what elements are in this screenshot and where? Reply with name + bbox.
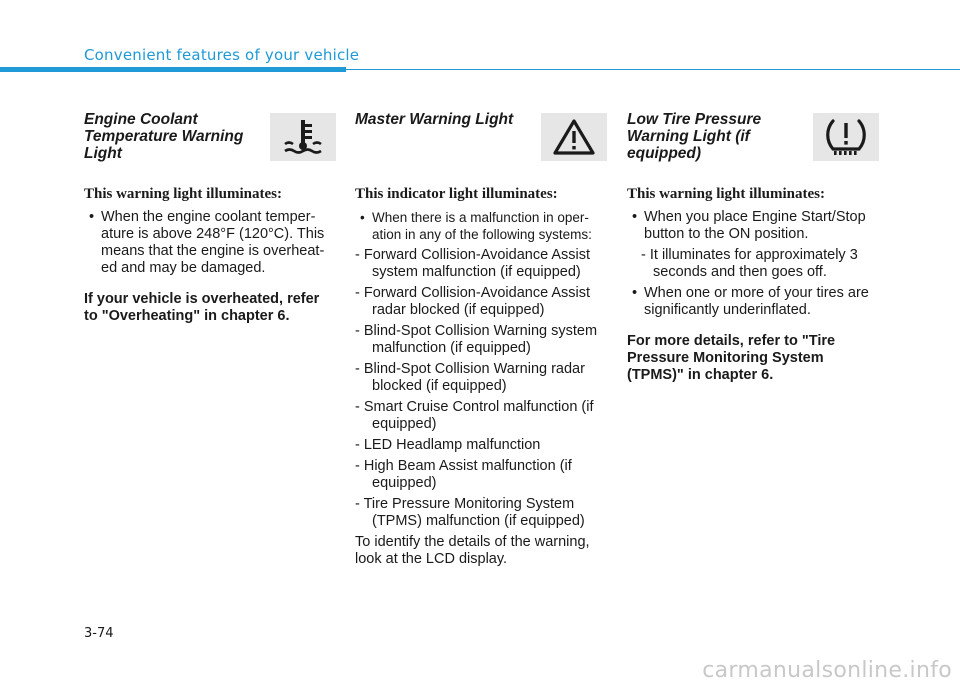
- column-header: [355, 108, 607, 168]
- bullet-item: • When the engine coolant temper-ature is above 248°F (120°C). This means that the engine is overheat-ed and may be damaged.: [84, 209, 336, 277]
- bullet-item: • When you place Engine Start/Stop button to the ON position.: [627, 209, 879, 243]
- list-item: - High Beam Assist malfunction (if equipped): [355, 458, 572, 491]
- list-item: - Tire Pressure Monitoring System (TPMS) malfunction (if equipped): [355, 496, 585, 529]
- list-item: - Smart Cruise Control malfunction (if equipped): [355, 399, 594, 432]
- list-item: - Blind-Spot Collision Warning radar blocked (if equipped): [355, 361, 585, 394]
- header-rule-thick: [0, 67, 346, 72]
- column-low-tire-pressure: [627, 108, 879, 399]
- icon-panel: [813, 113, 879, 161]
- list-item: - LED Headlamp malfunction: [355, 437, 541, 453]
- column-subheading: This warning light illuminates:: [84, 186, 282, 202]
- column-header: [84, 108, 336, 168]
- page-number: 3-74: [84, 626, 114, 641]
- column-engine-coolant: [84, 108, 336, 340]
- master-warning-triangle-icon: [552, 118, 596, 156]
- low-tire-pressure-icon: [823, 117, 869, 157]
- list-item: - Forward Collision-Avoidance Assist radar blocked (if equipped): [355, 285, 591, 318]
- icon-panel: [541, 113, 607, 161]
- watermark-text: carmanualsonline.info: [702, 658, 952, 683]
- icon-panel: [270, 113, 336, 161]
- closing-text: To identify the details of the warning, look at the LCD display.: [355, 534, 590, 567]
- column-title: Low Tire Pressure Warning Light (if equipped): [627, 111, 762, 162]
- column-subheading: This warning light illuminates:: [627, 186, 825, 202]
- bullet-item: • When one or more of your tires are significantly underinflated.: [627, 285, 879, 319]
- column-title: Master Warning Light: [355, 111, 514, 128]
- section-title: Convenient features of your vehicle: [84, 46, 360, 64]
- bullet-item: • When there is a malfunction in oper-ation in any of the following systems:: [355, 209, 607, 243]
- list-item: - Forward Collision-Avoidance Assist system malfunction (if equipped): [355, 247, 591, 280]
- column-title: Engine Coolant Temperature Warning Light: [84, 111, 244, 162]
- column-subheading: This indicator light illuminates:: [355, 186, 558, 202]
- column-header: [627, 108, 879, 168]
- column-master-warning: [355, 108, 607, 583]
- list-item: - Blind-Spot Collision Warning system malfunction (if equipped): [355, 323, 598, 356]
- reference-note: For more details, refer to "Tire Pressure Monitoring System (TPMS)" in chapter 6.: [627, 333, 836, 383]
- header-rule-thin: [346, 69, 960, 70]
- list-item: - It illuminates for approximately 3 seconds and then goes off.: [641, 247, 858, 280]
- coolant-temperature-icon: [281, 118, 325, 156]
- reference-note: If your vehicle is overheated, refer to "Overheating" in chapter 6.: [84, 291, 320, 324]
